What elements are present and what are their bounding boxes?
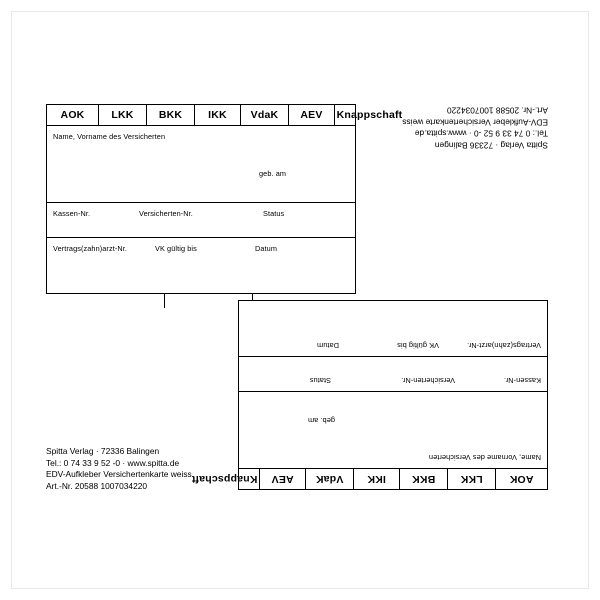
name-field-label: Name, Vorname des Versicherten: [53, 132, 166, 141]
imprint-contact: Tel.: 0 74 33 9 52 -0 · www.spitta.de: [414, 128, 548, 139]
insurance-type-cell-lkk[interactable]: [99, 105, 147, 125]
insurance-type-label: BKK: [158, 109, 183, 121]
label-form-rotated: [191, 300, 548, 490]
insurance-type-label: AOK: [60, 109, 85, 121]
doctor-validity-row[interactable]: [47, 238, 355, 293]
insurance-type-row: [47, 105, 403, 126]
insurance-type-label: AOK: [509, 473, 534, 485]
vertragsarzt-nr-label: Vertrags(zahn)arzt-Nr.: [53, 244, 127, 253]
vk-gueltig-bis-label: VK gültig bis: [397, 341, 439, 350]
insurance-type-cell-vdak[interactable]: [241, 105, 289, 125]
insurance-type-label: AEV: [300, 109, 323, 121]
insurance-type-cell-knappschaft[interactable]: [190, 469, 259, 489]
datum-label: Datum: [317, 341, 339, 350]
insurance-type-label: IKK: [208, 109, 227, 121]
insurance-numbers-row[interactable]: [47, 203, 355, 238]
insurance-type-cell-ikk[interactable]: [195, 105, 241, 125]
insurance-type-label: IKK: [367, 473, 386, 485]
insurance-type-label: LKK: [460, 473, 483, 485]
insurance-numbers-row[interactable]: [239, 356, 547, 391]
insurance-type-label: Knappschaft: [336, 109, 403, 121]
name-field-row[interactable]: [47, 126, 355, 203]
insurance-type-cell-aok[interactable]: [495, 469, 547, 489]
imprint-article-number: Art.-Nr. 20588 1007034220: [446, 105, 548, 116]
name-field-label: Name, Vorname des Versicherten: [428, 453, 541, 462]
imprint-upright: [46, 446, 192, 492]
datum-label: Datum: [255, 244, 277, 253]
imprint-publisher: Spitta Verlag · 72336 Balingen: [434, 140, 548, 151]
insurance-type-cell-bkk[interactable]: [399, 469, 447, 489]
insurance-type-cell-aev[interactable]: [289, 105, 335, 125]
insurance-type-cell-aev[interactable]: [259, 469, 305, 489]
insurance-type-cell-bkk[interactable]: [147, 105, 195, 125]
kassen-nr-label: Kassen-Nr.: [53, 209, 91, 218]
insurance-type-cell-aok[interactable]: [47, 105, 99, 125]
birthdate-field-label: geb. am: [307, 416, 335, 425]
status-label: Status: [309, 376, 331, 385]
label-form-upright: [46, 104, 403, 294]
name-field-row[interactable]: [239, 391, 547, 468]
insurance-type-row: [191, 468, 547, 489]
insurance-type-label: VdaK: [315, 473, 344, 485]
insurance-type-cell-ikk[interactable]: [353, 469, 399, 489]
doctor-validity-row[interactable]: [239, 301, 547, 356]
versicherten-nr-label: Versicherten-Nr.: [139, 209, 193, 218]
insurance-type-label: Knappschaft: [191, 473, 258, 485]
status-label: Status: [263, 209, 285, 218]
insurance-type-cell-lkk[interactable]: [447, 469, 495, 489]
kassen-nr-label: Kassen-Nr.: [503, 376, 541, 385]
imprint-product: EDV-Aufkleber Versichertenkarte weiss: [46, 469, 192, 480]
insurance-type-label: BKK: [411, 473, 436, 485]
insurance-type-label: LKK: [111, 109, 134, 121]
birthdate-field-label: geb. am: [259, 169, 287, 178]
imprint-publisher: Spitta Verlag · 72336 Balingen: [46, 446, 160, 456]
cut-tick-left: [164, 294, 165, 308]
imprint-rotated: [378, 104, 548, 150]
vertragsarzt-nr-label: Vertrags(zahn)arzt-Nr.: [467, 341, 541, 350]
imprint-product: EDV-Aufkleber Versichertenkarte weiss: [402, 117, 548, 128]
insurance-type-cell-vdak[interactable]: [305, 469, 353, 489]
insurance-type-label: VdaK: [250, 109, 279, 121]
vk-gueltig-bis-label: VK gültig bis: [155, 244, 197, 253]
insurance-type-label: AEV: [271, 473, 294, 485]
imprint-contact: Tel.: 0 74 33 9 52 -0 · www.spitta.de: [46, 457, 180, 468]
imprint-article-number: Art.-Nr. 20588 1007034220: [46, 480, 148, 491]
versicherten-nr-label: Versicherten-Nr.: [401, 376, 455, 385]
